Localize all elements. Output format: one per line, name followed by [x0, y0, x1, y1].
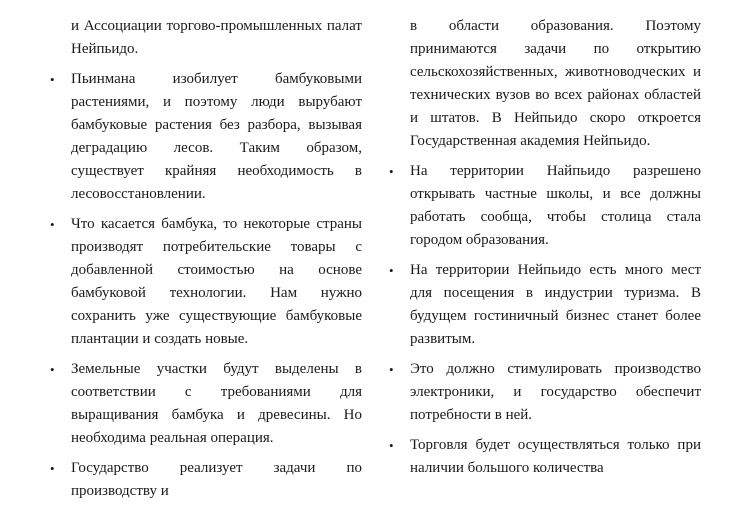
bullet-icon: •	[389, 438, 394, 453]
bullet-icon: •	[389, 362, 394, 377]
list-item-text: На территории Нейпьидо есть много мест для посещения в индустрии туризма. В будущем гостиничный бизнес станет более развитым.	[410, 262, 701, 347]
list-item	[48, 358, 362, 450]
bullet-icon: •	[50, 72, 55, 87]
left-column	[48, 0, 362, 510]
list-item	[387, 358, 701, 427]
list-item-text: Это должно стимулировать производство электроники, и государство обеспечит потребности в ней.	[410, 361, 701, 423]
left-bullet-list	[48, 68, 362, 503]
right-bullet-list	[387, 160, 701, 480]
list-item	[48, 68, 362, 206]
bullet-icon: •	[389, 164, 394, 179]
list-item-text: Государство реализует задачи по производству и	[71, 460, 362, 499]
list-item	[387, 160, 701, 252]
list-item	[48, 457, 362, 503]
list-item-text: Земельные участки будут выделены в соответствии с требованиями для выращивания бамбука и древесины. Но необходима реальная операция.	[71, 361, 362, 446]
bullet-icon: •	[50, 217, 55, 232]
list-item	[387, 259, 701, 351]
right-column	[387, 0, 701, 487]
bullet-icon: •	[50, 362, 55, 377]
list-item-text: Пьинмана изобилует бамбуковыми растениями, и поэтому люди вырубают бамбуковые растения без разбора, вызывая деградацию лесов. Таким образом, существует крайняя необходимость в лесовосстановлении.	[71, 71, 362, 202]
list-item	[48, 213, 362, 351]
left-continuation-text: и Ассоциации торгово-промышленных палат Нейпьидо.	[71, 18, 362, 57]
list-item-text: Что касается бамбука, то некоторые страны производят потребительские товары с добавленной стоимостью на основе бамбуковой технологии. Нам нужно сохранить уже существующие бамбуковые плантации и создать новые.	[71, 216, 362, 347]
list-item-text: На территории Найпьидо разрешено открывать частные школы, и все должны работать сообща, чтобы столица стала городом образования.	[410, 163, 701, 248]
right-continuation-text: в области образования. Поэтому принимаются задачи по открытию сельскохозяйственных, животноводческих и технических вузов во всех районах областей и штатов. В Нейпьидо скоро откроется Государственная академия Нейпьидо.	[410, 18, 701, 149]
bullet-icon: •	[389, 263, 394, 278]
bullet-icon: •	[50, 461, 55, 476]
list-item-text: Торговля будет осуществляться только при наличии большого количества	[410, 437, 701, 476]
list-item	[387, 434, 701, 480]
